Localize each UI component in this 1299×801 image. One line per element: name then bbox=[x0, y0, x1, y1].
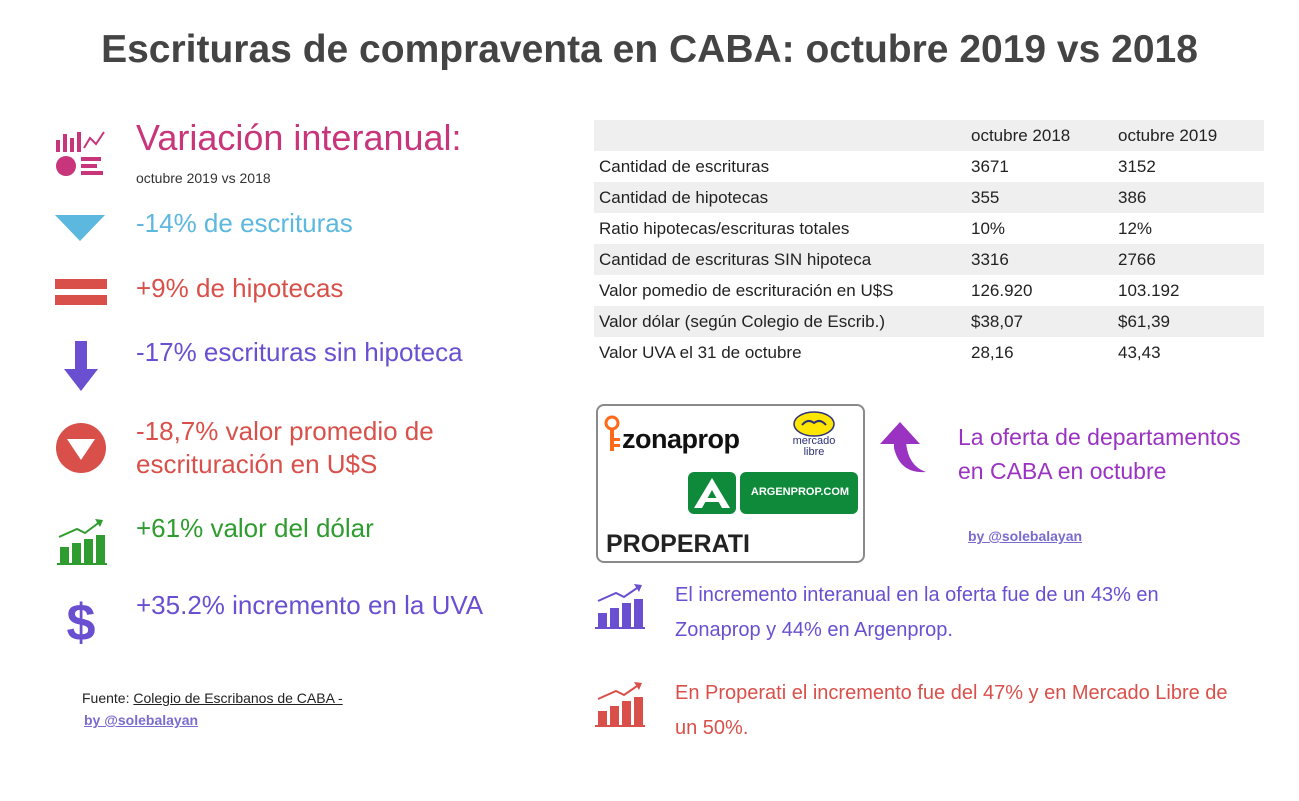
mercadolibre-handshake-icon bbox=[793, 411, 835, 437]
source-label: Fuente: bbox=[82, 690, 134, 706]
table-cell: Valor pomedio de escrituración en U$S bbox=[599, 280, 894, 300]
increment-note-2: En Properati el incremento fue del 47% y en Mercado Libre de un 50%. bbox=[675, 682, 1228, 739]
table-cell: Cantidad de hipotecas bbox=[594, 182, 966, 213]
mercadolibre-word-1: mercado bbox=[792, 435, 836, 447]
equals-icon bbox=[55, 279, 107, 307]
growth-chart-red-icon bbox=[594, 681, 646, 727]
table-cell: Ratio hipotecas/escrituras totales bbox=[599, 218, 850, 238]
stat-valor-promedio-line1: -18,7% valor promedio de bbox=[136, 416, 434, 446]
table-cell: 10% bbox=[971, 218, 1006, 238]
table-header-cell: octubre 2018 bbox=[966, 120, 1113, 151]
svg-text:$: $ bbox=[66, 594, 96, 648]
table-row bbox=[594, 337, 1264, 368]
table-cell: 3316 bbox=[966, 244, 1113, 275]
table-row bbox=[594, 182, 1264, 213]
table-row bbox=[594, 275, 1264, 306]
zonaprop-logo-icon bbox=[602, 414, 622, 456]
table-cell: Valor UVA el 31 de octubre bbox=[599, 342, 802, 362]
properati-logo: PROPERATI bbox=[606, 530, 750, 558]
table-cell: 355 bbox=[966, 182, 1113, 213]
table-header-row bbox=[594, 120, 1264, 151]
mercadolibre-word-2: libre bbox=[803, 446, 825, 458]
mercadolibre-logo bbox=[778, 436, 850, 458]
variation-subheading: octubre 2019 vs 2018 bbox=[136, 170, 271, 186]
table-row bbox=[594, 151, 1264, 182]
down-arrow-icon bbox=[62, 341, 100, 393]
author-link[interactable]: by @solebalayan bbox=[84, 712, 199, 728]
down-triangle-icon bbox=[55, 213, 107, 243]
table-cell: 103.192 bbox=[1118, 280, 1180, 300]
oferta-author-link[interactable]: by @solebalayan bbox=[968, 528, 1083, 544]
argenprop-logo: ARGENPROP.COM bbox=[750, 486, 850, 498]
data-table bbox=[594, 120, 1264, 368]
increment-note-1: El incremento interanual en la oferta fue de un 43% en Zonaprop y 44% en Argenprop. bbox=[675, 584, 1159, 641]
table-cell: 3152 bbox=[1118, 156, 1156, 176]
table-cell: 12% bbox=[1118, 218, 1153, 238]
charts-icon bbox=[54, 128, 106, 178]
table-cell: Cantidad de escrituras SIN hipoteca bbox=[594, 244, 966, 275]
table-cell: 3671 bbox=[971, 156, 1009, 176]
stat-uva: +35.2% incremento en la UVA bbox=[136, 590, 484, 620]
page-title: Escrituras de compraventa en CABA: octubre 2019 vs 2018 bbox=[101, 28, 1198, 71]
table-cell: $38,07 bbox=[966, 306, 1113, 337]
variation-heading: Variación interanual: bbox=[136, 117, 462, 158]
table-cell: 28,16 bbox=[971, 342, 1014, 362]
zonaprop-logo: zonaprop bbox=[622, 424, 740, 454]
curved-up-arrow-icon bbox=[880, 422, 928, 476]
dollar-icon bbox=[64, 592, 98, 648]
table-header-cell bbox=[594, 120, 966, 151]
table-cell: 386 bbox=[1113, 182, 1264, 213]
table-header-cell: octubre 2019 bbox=[1113, 120, 1264, 151]
stat-valor-promedio bbox=[136, 415, 434, 481]
stat-valor-promedio-line2: escrituración en U$S bbox=[136, 449, 378, 479]
table-row bbox=[594, 306, 1264, 337]
stat-escrituras: -14% de escrituras bbox=[136, 208, 353, 238]
table-cell: 126.920 bbox=[971, 280, 1033, 300]
table-cell: Cantidad de escrituras bbox=[599, 156, 770, 176]
stat-hipotecas: +9% de hipotecas bbox=[136, 273, 344, 303]
table-cell: 43,43 bbox=[1118, 342, 1161, 362]
portals-logos bbox=[596, 404, 865, 563]
source-link[interactable]: Colegio de Escribanos de CABA - bbox=[133, 690, 343, 706]
source-line bbox=[82, 690, 343, 706]
growth-chart-purple-icon bbox=[594, 583, 646, 629]
growth-chart-icon bbox=[55, 517, 107, 565]
oferta-caption: La oferta de departamentos en CABA en octubre bbox=[958, 424, 1241, 484]
table-cell: 2766 bbox=[1113, 244, 1264, 275]
table-row bbox=[594, 244, 1264, 275]
down-circle-icon bbox=[55, 422, 107, 474]
stat-sin-hipoteca: -17% escrituras sin hipoteca bbox=[136, 337, 463, 367]
table-cell: Valor dólar (según Colegio de Escrib.) bbox=[594, 306, 966, 337]
table-row bbox=[594, 213, 1264, 244]
stat-dolar: +61% valor del dólar bbox=[136, 513, 374, 543]
table-cell: $61,39 bbox=[1113, 306, 1264, 337]
